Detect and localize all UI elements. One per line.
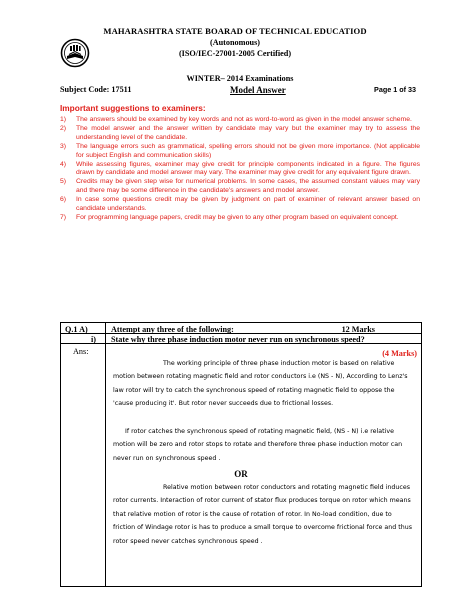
question-number: Q.1 A) (65, 325, 88, 334)
answer-text: Relative motion between rotor conductors and rotating magnetic field induces rotor currents. Interaction of rotor current of stator flux produces torque on rotor which means that relative motion of rotor is the cause of rotation of rotor. In No-load condition, due to friction of Windage rotor is has to produce a small torque to overcome frictional force and thus rotor speed never catches synchronous speed . (113, 484, 413, 545)
subject-row (60, 85, 420, 97)
sub-question-title: State why three phase induction motor never run on synchronous speed? (111, 335, 365, 344)
page-number: Page 1 of 33 (374, 85, 416, 94)
answer-label: Ans: (73, 347, 89, 356)
answer-paragraph-3 (113, 481, 413, 548)
suggestion-number: 2) (60, 124, 67, 132)
suggestion-item (60, 116, 420, 125)
suggestion-text: Credits may be given step wise for numerical problems. In some cases, the assumed constant values may vary and there may be some difference in the candidate's answers and model answer. (76, 178, 420, 195)
suggestion-item (60, 143, 420, 161)
suggestion-number: 5) (60, 178, 67, 186)
answer-marks: (4 Marks) (382, 349, 417, 358)
suggestion-number: 4) (60, 160, 67, 168)
answer-text: If rotor catches the synchronous speed of rotating magnetic field, (NS - N) i.e relative motion will be zero and rotor stops to rotate and therefore three phase induction motor can never run on synchronous speed . (113, 428, 403, 462)
suggestion-text: The answers should be examined by key words and not as word-to-word as given in the model answer scheme. (76, 116, 412, 123)
suggestion-text: In case some questions credit may be given by judgment on part of examiner of relevant answer based on candidate understands. (76, 196, 420, 213)
institute-name: MAHARASHTRA STATE BOARAD OF TECHNICAL EDUCATIOD (103, 26, 367, 36)
autonomous-label: (Autonomous) (209, 38, 261, 47)
suggestion-text: The language errors such as grammatical, spelling errors should not be given more importance. (Not applicable for subject English and communication skills) (76, 142, 420, 159)
exam-title: WINTER– 2014 Examinations (186, 74, 294, 83)
msbte-logo-icon (60, 38, 90, 68)
question-marks: 12 Marks (341, 325, 375, 334)
suggestion-item (60, 178, 420, 196)
suggestion-item (60, 161, 420, 179)
suggestion-number: 6) (60, 196, 67, 204)
table-column-divider (105, 323, 106, 586)
suggestion-number: 3) (60, 142, 67, 150)
suggestion-item (60, 196, 420, 214)
suggestion-text: While assessing figures, examiner may give credit for principle components indicated in a figure. The figures drawn by candidate and model answer may vary. The examiner may give credit for any equivalent figure drawn. (76, 160, 420, 177)
model-answer-heading: Model Answer (230, 85, 286, 95)
suggestion-text: For programming language papers, credit may be given to any other program based on equivalent concept. (76, 213, 399, 221)
question-table (60, 322, 422, 587)
suggestion-item (60, 125, 420, 143)
suggestions-list (60, 116, 420, 223)
suggestion-text: The model answer and the answer written by candidate may vary but the examiner may try to assess the understanding level of the candidate. (76, 124, 420, 141)
answer-paragraph-1 (113, 357, 413, 411)
suggestions-title: Important suggestions to examiners: (60, 103, 206, 113)
subject-code: Subject Code: 17511 (60, 85, 132, 94)
sub-question-number: i) (91, 335, 97, 344)
suggestion-item (60, 214, 420, 223)
question-title: Attempt any three of the following: (111, 325, 234, 334)
suggestion-number: 7) (60, 213, 67, 221)
answer-paragraph-2 (113, 425, 413, 465)
answer-text: The working principle of three phase induction motor is based on relative motion between rotating magnetic field and rotor conductors i.e (NS - N), According to Lenz's law rotor will try to catch the synchronous speed of rotating magnetic field to oppose the 'cause producing it'. But rotor never succeeds due to frictional losses. (113, 360, 408, 408)
suggestion-number: 1) (60, 116, 67, 123)
certification-label: (ISO/IEC-27001-2005 Certified) (178, 49, 292, 58)
or-separator: OR (234, 469, 248, 479)
